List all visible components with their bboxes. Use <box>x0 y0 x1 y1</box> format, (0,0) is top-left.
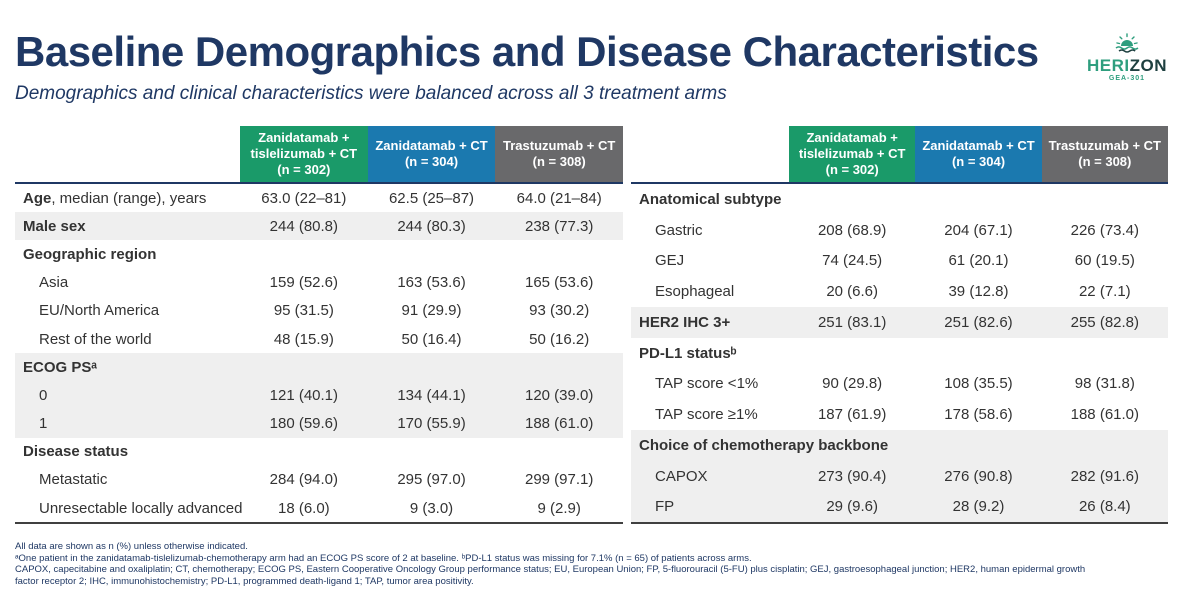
table-row <box>15 438 623 466</box>
table-row <box>631 369 1168 400</box>
arm-name: Trastuzumab + CT <box>503 138 616 154</box>
disease-characteristics-table <box>631 126 1168 524</box>
table-row <box>631 399 1168 430</box>
value-cell: 120 (39.0) <box>524 386 594 404</box>
value-cell: 251 (82.6) <box>944 313 1013 331</box>
value-cell: 108 (35.5) <box>944 375 1013 393</box>
logo-brand-text <box>1087 57 1167 74</box>
row-label: Asia <box>39 274 69 292</box>
value-cell: 48 (15.9) <box>273 330 334 348</box>
table-row <box>631 491 1168 522</box>
row-label: Metastatic <box>39 471 108 489</box>
value-cell: 178 (58.6) <box>944 406 1013 424</box>
value-cell: 29 (9.6) <box>826 498 879 516</box>
arm-name: Zanidatamab + tislelizumab + CT <box>798 130 906 162</box>
slide-subtitle: Demographics and clinical characteristics were balanced across all 3 treatment arms <box>15 83 727 105</box>
row-label: TAP score ≥1% <box>655 406 758 424</box>
table-row <box>15 466 623 494</box>
slide-title: Baseline Demographics and Disease Characteristics <box>15 28 1039 75</box>
row-label: Esophageal <box>655 283 735 301</box>
header-spacer <box>631 126 789 182</box>
table-row <box>631 215 1168 246</box>
value-cell: 121 (40.1) <box>269 386 339 404</box>
table-row <box>631 461 1168 492</box>
value-cell: 26 (8.4) <box>1078 498 1131 516</box>
logo-trial-id: GEA-301 <box>1108 75 1146 82</box>
column-header-arm-2 <box>368 126 496 182</box>
row-label-rest-part: , median (range), years <box>51 189 207 207</box>
table-row <box>631 307 1168 338</box>
table-row <box>15 269 623 297</box>
row-label: Rest of the world <box>39 330 152 348</box>
value-cell: 284 (94.0) <box>269 471 339 489</box>
footnote-line: All data are shown as n (%) unless otherwise indicated. <box>15 541 248 553</box>
value-cell: 251 (83.1) <box>817 313 887 331</box>
value-cell: 64.0 (21–84) <box>516 189 602 207</box>
table-row <box>631 338 1168 369</box>
row-label: EU/North America <box>39 302 160 320</box>
demographics-table <box>15 126 623 524</box>
arm-name: Zanidatamab + tislelizumab + CT <box>250 130 358 162</box>
column-header-arm-1 <box>240 126 368 182</box>
row-label: FP <box>655 498 675 516</box>
value-cell: 163 (53.6) <box>397 274 466 292</box>
value-cell: 187 (61.9) <box>817 406 887 424</box>
value-cell: 276 (90.8) <box>944 467 1013 485</box>
value-cell: 60 (19.5) <box>1074 252 1135 270</box>
value-cell: 282 (91.6) <box>1070 467 1140 485</box>
row-label: TAP score <1% <box>655 375 759 393</box>
table-row <box>631 276 1168 307</box>
value-cell: 244 (80.3) <box>397 217 466 235</box>
arm-name: Zanidatamab + CT <box>375 138 488 154</box>
arm-n: (n = 308) <box>1078 154 1132 170</box>
footnote-line: factor receptor 2; IHC, immunohistochemistry; PD-L1, programmed death-ligand 1; TAP, tumor area positivity. <box>15 576 474 588</box>
value-cell: 93 (30.2) <box>529 302 590 320</box>
value-cell: 50 (16.4) <box>401 330 462 348</box>
value-cell: 22 (7.1) <box>1078 283 1131 301</box>
value-cell: 159 (52.6) <box>269 274 339 292</box>
value-cell: 295 (97.0) <box>397 471 466 489</box>
row-label: PD-L1 statusᵇ <box>639 344 737 362</box>
value-cell: 134 (44.1) <box>397 386 466 404</box>
value-cell: 188 (61.0) <box>524 415 594 433</box>
table-row <box>631 430 1168 461</box>
value-cell: 273 (90.4) <box>817 467 887 485</box>
logo-brand-secondary: ZON <box>1129 56 1167 75</box>
arm-n: (n = 302) <box>277 162 331 178</box>
row-label: Male sex <box>23 217 86 235</box>
column-header-arm-1 <box>789 126 915 182</box>
herizon-logo <box>1087 33 1167 82</box>
value-cell: 95 (31.5) <box>273 302 334 320</box>
value-cell: 244 (80.8) <box>269 217 339 235</box>
arm-n: (n = 308) <box>532 154 586 170</box>
value-cell: 63.0 (22–81) <box>261 189 347 207</box>
value-cell: 74 (24.5) <box>822 252 883 270</box>
arm-name: Zanidatamab + CT <box>922 138 1035 154</box>
value-cell: 50 (16.2) <box>529 330 590 348</box>
footnotes <box>15 541 1168 588</box>
value-cell: 238 (77.3) <box>524 217 594 235</box>
row-label: Choice of chemotherapy backbone <box>639 436 889 454</box>
value-cell: 255 (82.8) <box>1070 313 1140 331</box>
table-row <box>15 409 623 437</box>
value-cell: 204 (67.1) <box>944 221 1013 239</box>
value-cell: 28 (9.2) <box>952 498 1005 516</box>
slide <box>0 30 1183 613</box>
value-cell: 39 (12.8) <box>948 283 1009 301</box>
value-cell: 9 (3.0) <box>409 499 454 517</box>
row-label: CAPOX <box>655 467 708 485</box>
row-label: GEJ <box>655 252 685 270</box>
table-row <box>15 240 623 268</box>
footnote-line: ᵃOne patient in the zanidatamab-tislelizumab-chemotherapy arm had an ECOG PS score of 2 at baseline. ᵇPD-L1 status was missing for 7.1% (n = 65) of patients across arms. <box>15 552 752 564</box>
row-label: Unresectable locally advanced <box>39 499 243 517</box>
value-cell: 165 (53.6) <box>524 274 594 292</box>
column-header-arm-3 <box>495 126 623 182</box>
disease-table-header <box>631 126 1168 184</box>
demographics-table-header <box>15 126 623 184</box>
value-cell: 90 (29.8) <box>822 375 883 393</box>
demographics-table-body <box>15 184 623 524</box>
row-label-bold-part: Age <box>23 189 52 207</box>
table-row <box>15 381 623 409</box>
row-label: Disease status <box>23 443 129 461</box>
row-label: Anatomical subtype <box>639 190 782 208</box>
tables-container <box>15 126 1168 524</box>
row-label: Geographic region <box>23 246 157 264</box>
table-row <box>631 184 1168 215</box>
row-label: 0 <box>39 386 48 404</box>
row-label <box>15 190 240 207</box>
column-header-arm-3 <box>1042 126 1168 182</box>
table-row <box>15 184 623 212</box>
table-row <box>15 494 623 522</box>
row-label: 1 <box>39 415 48 433</box>
value-cell: 188 (61.0) <box>1070 406 1140 424</box>
value-cell: 18 (6.0) <box>277 499 330 517</box>
value-cell: 98 (31.8) <box>1074 375 1135 393</box>
value-cell: 62.5 (25–87) <box>388 189 475 207</box>
arm-name: Trastuzumab + CT <box>1048 138 1161 154</box>
value-cell: 208 (68.9) <box>817 221 887 239</box>
arm-n: (n = 304) <box>951 154 1006 170</box>
row-label: Gastric <box>655 221 703 239</box>
disease-table-body <box>631 184 1168 524</box>
table-row <box>15 297 623 325</box>
value-cell: 91 (29.9) <box>401 302 462 320</box>
value-cell: 226 (73.4) <box>1070 221 1140 239</box>
value-cell: 61 (20.1) <box>948 252 1009 270</box>
footnote-line: CAPOX, capecitabine and oxaliplatin; CT, chemotherapy; ECOG PS, Eastern Cooperative Oncology Group performance status; EU, European Union; FP, 5-fluorouracil (5-FU) plus cisplatin; GEJ, gastroesophageal junction; HER2, human epidermal growth <box>15 564 1086 576</box>
arm-n: (n = 304) <box>404 154 459 170</box>
row-label: HER2 IHC 3+ <box>639 313 731 331</box>
arm-n: (n = 302) <box>825 162 879 178</box>
value-cell: 20 (6.6) <box>826 283 879 301</box>
logo-brand-primary: HERI <box>1086 56 1130 75</box>
column-header-arm-2 <box>915 126 1041 182</box>
value-cell: 170 (55.9) <box>397 415 466 433</box>
table-row <box>15 353 623 381</box>
value-cell: 180 (59.6) <box>269 415 339 433</box>
value-cell: 9 (2.9) <box>537 499 581 517</box>
row-label: ECOG PSᵃ <box>23 358 98 376</box>
table-row <box>631 246 1168 277</box>
table-row <box>15 325 623 353</box>
header-spacer <box>15 126 240 182</box>
value-cell: 299 (97.1) <box>524 471 594 489</box>
table-row <box>15 212 623 240</box>
sunrise-icon <box>1109 33 1145 53</box>
